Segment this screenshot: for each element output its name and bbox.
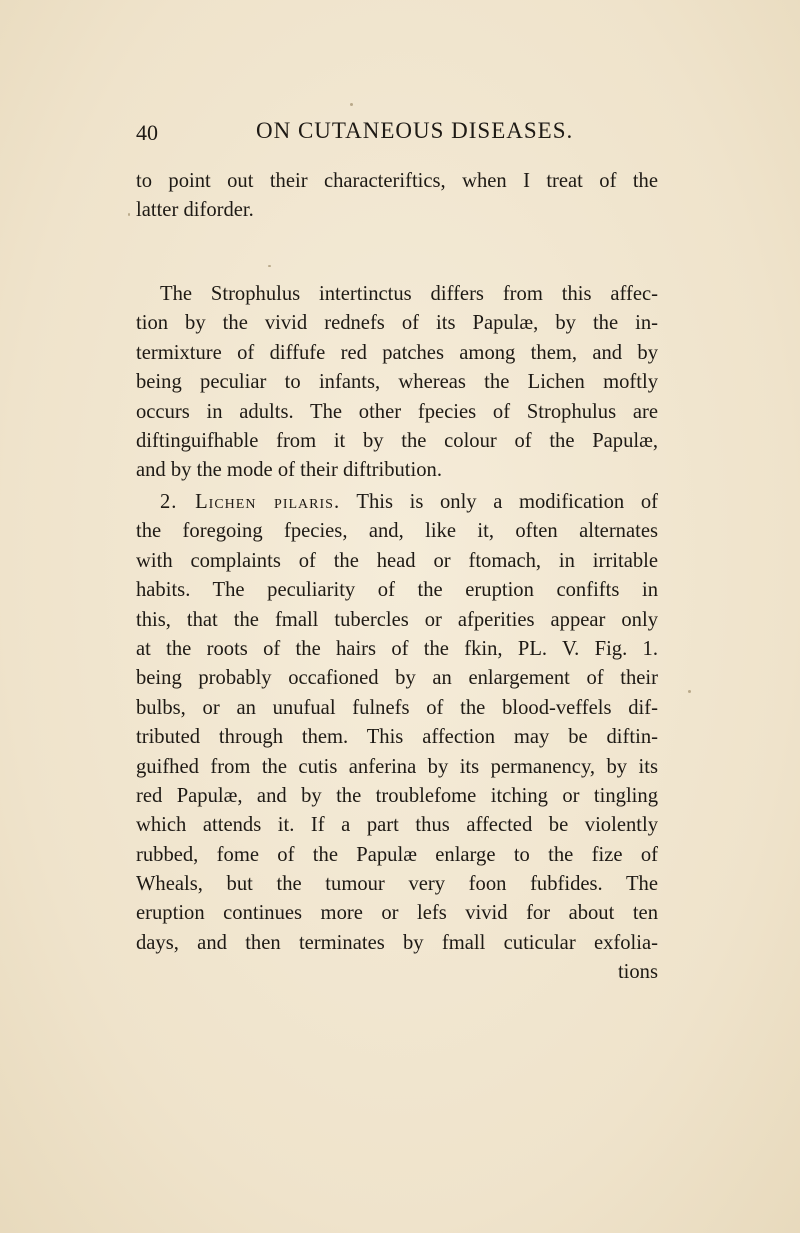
text-line: red Papulæ, and by the troublefome itching or tingling: [136, 784, 658, 807]
text-line: diftinguifhable from it by the colour of the Papulæ,: [136, 429, 658, 452]
text-line: occurs in adults. The other fpecies of Strophulus are: [136, 400, 658, 423]
paragraph-3: [136, 488, 658, 988]
text-line: this, that the fmall tubercles or afperities appear only: [136, 608, 658, 631]
text-line: the foregoing fpecies, and, like it, often alternates: [136, 520, 658, 543]
text-line: days, and then terminates by fmall cuticular exfolia-: [136, 931, 658, 954]
text-line: tributed through them. This affection may be diftin-: [136, 726, 658, 749]
text-line: eruption continues more or lefs vivid for about ten: [136, 902, 658, 925]
text-line: being probably occafioned by an enlargement of their: [136, 667, 658, 690]
text-line: termixture of diffufe red patches among them, and by: [136, 341, 658, 364]
text-line: bulbs, or an unufual fulnefs of the blood-veffels dif-: [136, 696, 658, 719]
text-line: being peculiar to infants, whereas the Lichen moftly: [136, 371, 658, 394]
page-number: 40: [136, 120, 158, 145]
heading-line-text: This is only a modification of: [356, 491, 659, 513]
catchword: tions: [617, 961, 658, 984]
section-heading: 2. Lichen pilaris.: [160, 491, 341, 513]
text-line: Wheals, but the tumour very foon fubfides. The: [136, 873, 658, 896]
text-line: rubbed, fome of the Papulæ enlarge to the fize of: [136, 843, 658, 866]
paper-speck: [268, 265, 271, 267]
text-line: [136, 488, 658, 517]
text-line: at the roots of the hairs of the fkin, PL. V. Fig. 1.: [136, 637, 658, 660]
paragraph-1: [136, 167, 658, 226]
text-line: latter diforder.: [136, 199, 254, 222]
paper-speck: [688, 690, 691, 693]
paper-speck: [350, 103, 353, 106]
text-line: guifhed from the cutis anferina by its permanency, by its: [136, 755, 658, 778]
running-head: ON CUTANEOUS DISEASES.: [256, 118, 574, 143]
text-line: habits. The peculiarity of the eruption confifts in: [136, 579, 658, 602]
text-line: with complaints of the head or ftomach, in irritable: [136, 549, 658, 572]
text-line: The Strophulus intertinctus differs from this affec-: [160, 283, 658, 305]
page-header: [136, 118, 666, 152]
paper-speck: [128, 213, 130, 216]
text-line: to point out their characteriftics, when I treat of the: [136, 170, 658, 192]
text-line: and by the mode of their diftribution.: [136, 459, 442, 482]
text-line: tion by the vivid rednefs of its Papulæ, by the in-: [136, 312, 658, 335]
paragraph-2: [136, 280, 658, 486]
text-line: which attends it. If a part thus affected be violently: [136, 814, 658, 837]
